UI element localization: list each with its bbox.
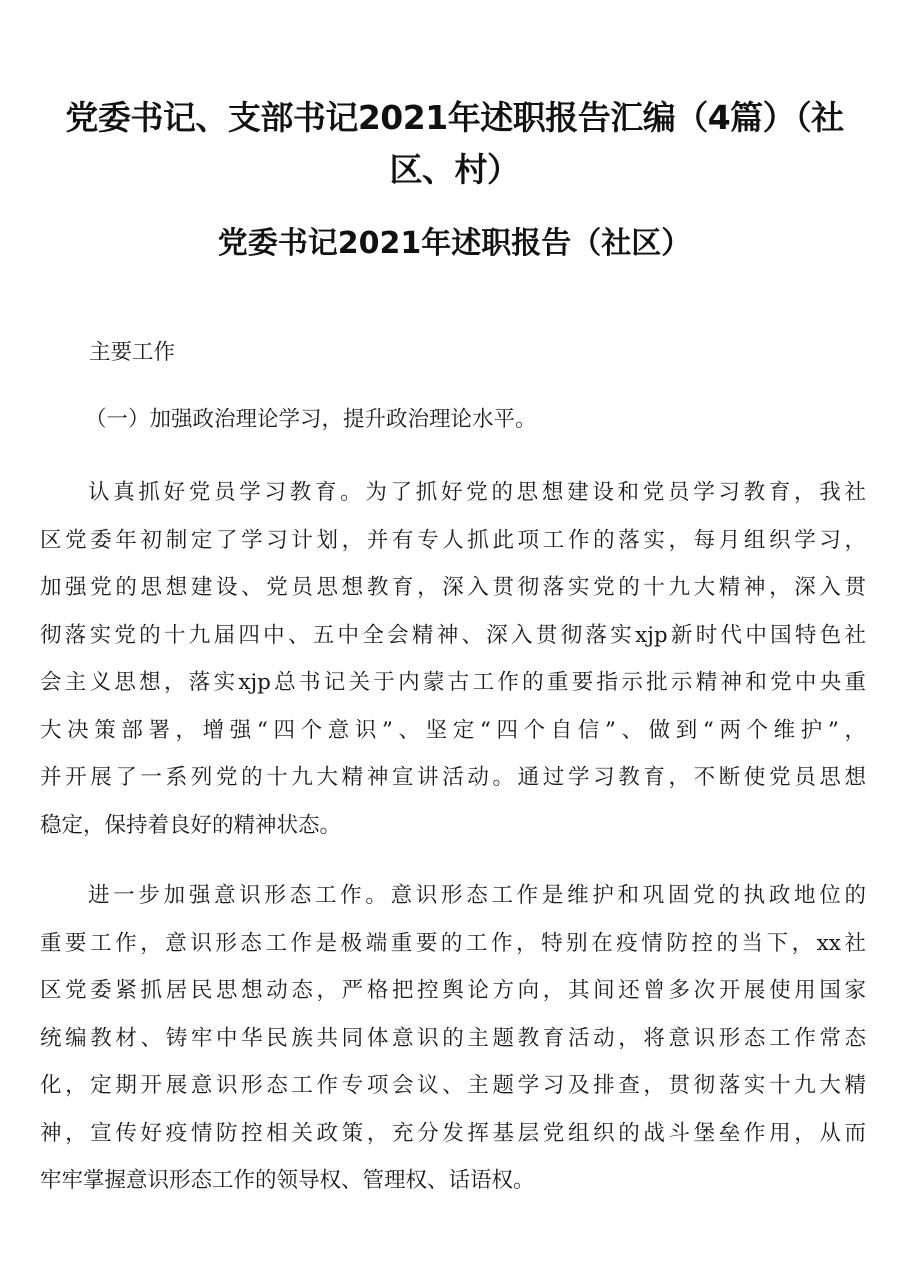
paragraph-line: 加强党的思想建设、党员思想教育，深入贯彻落实党的十九大精神，深入贯 bbox=[40, 575, 866, 600]
paragraph-line: 牢牢掌握意识形态工作的领导权、管理权、话语权。 bbox=[40, 1168, 535, 1193]
paragraph-party-education bbox=[40, 469, 866, 849]
paragraph-line: 区党委紧抓居民思想动态，严格把控舆论方向，其间还曾多次开展使用国家 bbox=[40, 978, 866, 1003]
document-title: 党委书记、支部书记2021年述职报告汇编（4篇）（社区、村） bbox=[65, 98, 844, 189]
paragraph-line: 稳定，保持着良好的精神状态。 bbox=[40, 812, 342, 838]
paragraph-line: 区党委年初制定了学习计划，并有专人抓此项工作的落实，每月组织学习， bbox=[40, 527, 866, 553]
paragraph-line: 重要工作，意识形态工作是极端重要的工作，特别在疫情防控的当下，xx社 bbox=[40, 930, 866, 956]
heading-main-work: 主要工作 bbox=[89, 340, 176, 365]
paragraph-line: 会主义思想，落实xjp总书记关于内蒙古工作的重要指示批示精神和党中央重 bbox=[40, 670, 866, 695]
section-title: 党委书记2021年述职报告（社区） bbox=[217, 226, 692, 261]
subheading-political-study: （一）加强政治理论学习，提升政治理论水平。 bbox=[85, 407, 537, 432]
paragraph-line: 神，宣传好疫情防控相关政策，充分发挥基层党组织的战斗堡垒作用，从而 bbox=[40, 1120, 866, 1146]
paragraph-line: 彻落实党的十九届四中、五中全会精神、深入贯彻落实xjp新时代中国特色社 bbox=[40, 622, 866, 648]
paragraph-line: 并开展了一系列党的十九大精神宣讲活动。通过学习教育，不断使党员思想 bbox=[40, 765, 866, 790]
paragraph-ideology-work bbox=[40, 872, 866, 1205]
paragraph-line: 统编教材、铸牢中华民族共同体意识的主题教育活动，将意识形态工作常态 bbox=[40, 1025, 866, 1051]
paragraph-line: 化，定期开展意识形态工作专项会议、主题学习及排查，贯彻落实十九大精 bbox=[40, 1073, 866, 1098]
paragraph-line: 大决策部署，增强“四个意识”、坚定“四个自信”、做到“两个维护”， bbox=[40, 717, 866, 743]
paragraph-line: 认真抓好党员学习教育。为了抓好党的思想建设和党员学习教育，我社 bbox=[88, 480, 866, 505]
paragraph-line: 进一步加强意识形态工作。意识形态工作是维护和巩固党的执政地位的 bbox=[88, 883, 866, 908]
